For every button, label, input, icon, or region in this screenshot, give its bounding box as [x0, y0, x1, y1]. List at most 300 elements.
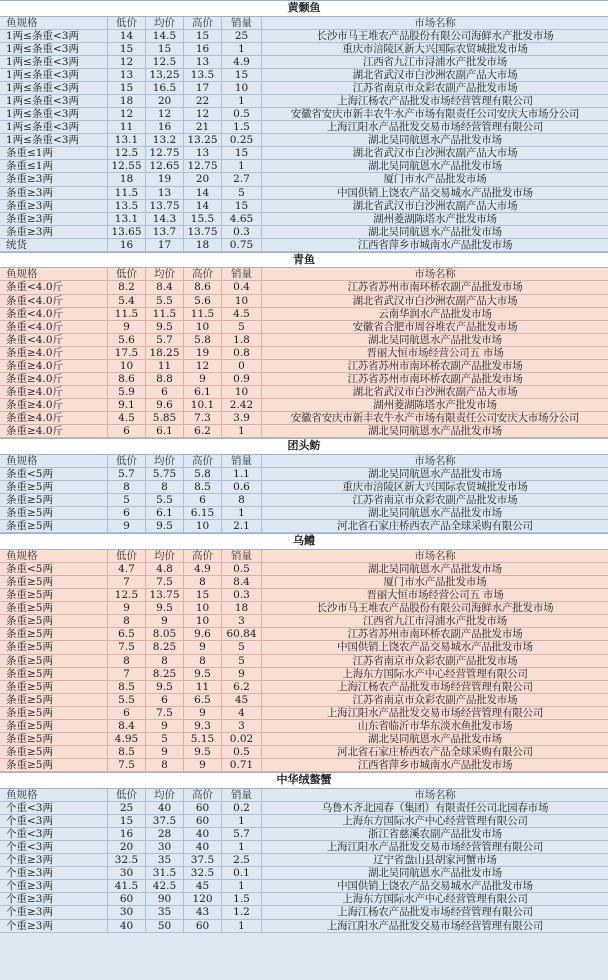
volume-cell: 1 — [222, 841, 262, 853]
market-name-cell: 江苏省苏州市南环桥农副产品批发市场 — [347, 359, 523, 372]
low-price-cell: 7 — [108, 576, 146, 588]
avg-price-cell: 6.1 — [146, 425, 184, 437]
low-price-cell: 13.5 — [108, 200, 146, 212]
high-price-header: 高价 — [184, 17, 222, 29]
low-price-cell: 8 — [108, 481, 146, 493]
high-price-cell: 10 — [184, 602, 222, 614]
spec-cell: 条重≥5两 — [0, 520, 108, 532]
table-row — [0, 213, 608, 226]
table-row — [0, 802, 608, 815]
avg-price-cell: 6.1 — [146, 507, 184, 519]
low-price-cell: 5.5 — [108, 694, 146, 706]
low-price-cell: 9 — [108, 520, 146, 532]
spec-cell: 条重≥5两 — [0, 628, 108, 640]
high-price-cell: 5.8 — [184, 468, 222, 480]
table-row — [0, 520, 608, 533]
high-price-cell: 6.2 — [184, 425, 222, 437]
volume-cell: 5 — [222, 655, 262, 667]
avg-price-cell: 5.5 — [146, 295, 184, 307]
spec-cell: 个重<3两 — [0, 828, 108, 840]
low-price-header: 低价 — [108, 17, 146, 29]
volume-cell: 15 — [222, 69, 262, 81]
volume-cell: 3.9 — [222, 412, 262, 424]
market-name-cell: 河北省石家庄桥西农产品全球采购有限公司 — [337, 746, 533, 759]
market-name-cell: 湖北吴同航恩水产品批发市场 — [368, 425, 502, 438]
avg-price-cell: 12 — [146, 108, 184, 120]
volume-cell: 60.84 — [222, 628, 262, 640]
avg-price-cell: 11.5 — [146, 308, 184, 320]
low-price-cell: 12.55 — [108, 160, 146, 172]
high-price-cell: 8.5 — [184, 481, 222, 493]
market-name-cell: 江西省九江市浔浦水产批发市场 — [362, 615, 508, 628]
market-name-cell: 上海江杨农产品批发市场经营管理有限公司 — [337, 680, 533, 693]
avg-price-cell: 13 — [146, 187, 184, 199]
high-price-cell: 5.15 — [184, 733, 222, 745]
market-name-cell: 湖北吴同航恩水产品批发市场 — [368, 225, 502, 238]
low-price-cell: 8 — [108, 655, 146, 667]
low-price-cell: 4.5 — [108, 412, 146, 424]
spec-cell: 条重≥5两 — [0, 494, 108, 506]
avg-price-cell: 9.5 — [146, 520, 184, 532]
avg-price-cell: 8.05 — [146, 628, 184, 640]
volume-cell: 2.42 — [222, 399, 262, 411]
table-row — [0, 56, 608, 69]
volume-cell: 1.2 — [222, 906, 262, 918]
volume-cell: 0.4 — [222, 281, 262, 293]
table-row — [0, 668, 608, 681]
table-row — [0, 147, 608, 160]
high-price-header: 高价 — [184, 550, 222, 562]
high-price-cell: 20 — [184, 173, 222, 185]
header-row — [0, 268, 608, 281]
volume-cell: 3 — [222, 615, 262, 627]
table-row — [0, 386, 608, 399]
table-row — [0, 494, 608, 507]
section-title: 乌鳢 — [0, 533, 608, 550]
volume-cell: 0.8 — [222, 347, 262, 359]
market-name-cell: 上海东方国际水产中心经营管理有限公司 — [342, 893, 528, 906]
spec-cell: 条重≥5两 — [0, 481, 108, 493]
spec-cell: 个重<3两 — [0, 841, 108, 853]
table-row — [0, 69, 608, 82]
high-price-cell: 60 — [184, 802, 222, 814]
market-name-cell: 湖北吴同航恩水产品批发市场 — [368, 507, 502, 520]
table-row — [0, 893, 608, 906]
table-row — [0, 481, 608, 494]
market-name-cell: 江西省萍乡市城南水产品批发市场 — [357, 759, 513, 772]
spec-cell: 1两≤条重<3两 — [0, 30, 108, 42]
section — [0, 438, 608, 533]
market-name-cell: 中国供销上饶农产品交易城水产品批发市场 — [337, 641, 533, 654]
spec-cell: 条重≥3两 — [0, 213, 108, 225]
spec-cell: 条重≥5两 — [0, 576, 108, 588]
avg-price-cell: 12.75 — [146, 147, 184, 159]
table-row — [0, 655, 608, 668]
spec-cell: 1两≤条重<3两 — [0, 56, 108, 68]
volume-cell: 15 — [222, 200, 262, 212]
avg-price-cell: 12.65 — [146, 160, 184, 172]
market-name-cell: 湖北吴同航恩水产品批发市场 — [368, 134, 502, 147]
market-name-cell: 湖北省武汉市白沙洲农副产品大市场 — [352, 386, 518, 399]
avg-price-cell: 5.5 — [146, 494, 184, 506]
table-row — [0, 30, 608, 43]
low-price-header: 低价 — [108, 550, 146, 562]
spec-cell: 条重<4.0斤 — [0, 321, 108, 333]
volume-cell: 0.1 — [222, 867, 262, 879]
market-name-cell: 辽宁省盘山县胡家河蟹市场 — [373, 854, 497, 867]
table-row — [0, 134, 608, 147]
market-name-header: 市场名称 — [414, 549, 456, 562]
table-row — [0, 360, 608, 373]
market-name-cell: 江苏省南京市众彩农副产品批发市场 — [352, 81, 518, 94]
low-price-cell: 5 — [108, 494, 146, 506]
volume-cell: 0.9 — [222, 373, 262, 385]
volume-cell: 0.3 — [222, 589, 262, 601]
volume-cell: 1 — [222, 920, 262, 932]
volume-cell: 1 — [222, 425, 262, 437]
table-row — [0, 121, 608, 134]
low-price-cell: 18 — [108, 95, 146, 107]
spec-header: 鱼规格 — [0, 550, 108, 562]
market-name-cell: 浙江省慈溪农副产品批发市场 — [368, 827, 502, 840]
avg-price-cell: 17 — [146, 239, 184, 251]
low-price-cell: 25 — [108, 802, 146, 814]
table-row — [0, 226, 608, 239]
high-price-cell: 6 — [184, 494, 222, 506]
spec-header: 鱼规格 — [0, 789, 108, 801]
low-price-cell: 7.5 — [108, 641, 146, 653]
avg-price-cell: 40 — [146, 802, 184, 814]
market-name-cell: 江西省九江市浔浦水产批发市场 — [362, 55, 508, 68]
market-name-cell: 湖北吴同航恩水产品批发市场 — [368, 333, 502, 346]
high-price-cell: 6.1 — [184, 386, 222, 398]
low-price-cell: 16 — [108, 239, 146, 251]
high-price-cell: 14 — [184, 187, 222, 199]
spec-cell: 个重≥3两 — [0, 920, 108, 932]
header-row — [0, 550, 608, 563]
spec-cell: 个重≥3两 — [0, 854, 108, 866]
low-price-cell: 8 — [108, 615, 146, 627]
spec-cell: 1两≤条重<3两 — [0, 43, 108, 55]
volume-cell: 8.4 — [222, 576, 262, 588]
table-row — [0, 108, 608, 121]
low-price-cell: 6 — [108, 425, 146, 437]
high-price-cell: 19 — [184, 347, 222, 359]
table-row — [0, 160, 608, 173]
low-price-cell: 18 — [108, 173, 146, 185]
low-price-cell: 11 — [108, 121, 146, 133]
low-price-header: 低价 — [108, 455, 146, 467]
low-price-cell: 9 — [108, 602, 146, 614]
avg-price-cell: 9.5 — [146, 602, 184, 614]
table-row — [0, 308, 608, 321]
table-row — [0, 373, 608, 386]
spec-cell: 条重≥4.0斤 — [0, 386, 108, 398]
table-row — [0, 187, 608, 200]
low-price-cell: 16 — [108, 828, 146, 840]
table-row — [0, 334, 608, 347]
table-row — [0, 733, 608, 746]
spec-cell: 1两≤条重<3两 — [0, 82, 108, 94]
table-row — [0, 43, 608, 56]
volume-cell: 0.25 — [222, 134, 262, 146]
avg-price-header: 均价 — [146, 789, 184, 801]
avg-price-cell: 15 — [146, 43, 184, 55]
low-price-cell: 7.5 — [108, 759, 146, 771]
table-row — [0, 576, 608, 589]
high-price-cell: 43 — [184, 906, 222, 918]
market-name-header: 市场名称 — [414, 788, 456, 801]
spec-cell: 个重≥3两 — [0, 893, 108, 905]
table-row — [0, 641, 608, 654]
low-price-cell: 11.5 — [108, 308, 146, 320]
volume-cell: 1 — [222, 880, 262, 892]
high-price-cell: 5.8 — [184, 334, 222, 346]
spec-cell: 条重≥5两 — [0, 746, 108, 758]
table-row — [0, 707, 608, 720]
avg-price-cell: 14.3 — [146, 213, 184, 225]
avg-price-cell: 16 — [146, 121, 184, 133]
market-name-cell: 湖北吴同航恩水产品批发市场 — [368, 562, 502, 575]
low-price-cell: 13.1 — [108, 213, 146, 225]
high-price-cell: 21 — [184, 121, 222, 133]
volume-cell: 10 — [222, 295, 262, 307]
market-name-cell: 湖北吴同航恩水产品批发市场 — [368, 867, 502, 880]
volume-cell: 8 — [222, 494, 262, 506]
high-price-cell: 4.9 — [184, 563, 222, 575]
table-row — [0, 746, 608, 759]
volume-cell: 0.2 — [222, 802, 262, 814]
avg-price-cell: 6 — [146, 694, 184, 706]
high-price-cell: 15 — [184, 589, 222, 601]
spec-cell: 条重≥3两 — [0, 173, 108, 185]
spec-header: 鱼规格 — [0, 268, 108, 280]
avg-price-cell: 12.5 — [146, 56, 184, 68]
low-price-cell: 60 — [108, 893, 146, 905]
low-price-cell: 12 — [108, 108, 146, 120]
avg-price-cell: 9.5 — [146, 681, 184, 693]
volume-cell: 4.9 — [222, 56, 262, 68]
volume-cell: 0.71 — [222, 759, 262, 771]
spec-cell: 条重≥4.0斤 — [0, 399, 108, 411]
market-name-cell: 江苏省苏州市南环桥农副产品批发市场 — [347, 628, 523, 641]
avg-price-cell: 8 — [146, 655, 184, 667]
market-name-cell: 江苏省苏州市南环桥农副产品批发市场 — [347, 281, 523, 294]
high-price-cell: 120 — [184, 893, 222, 905]
volume-cell: 0.3 — [222, 226, 262, 238]
spec-cell: 个重≥3两 — [0, 906, 108, 918]
low-price-cell: 13.1 — [108, 134, 146, 146]
market-name-cell: 湖北省武汉市白沙洲农副产品大市场 — [352, 68, 518, 81]
volume-cell: 15 — [222, 147, 262, 159]
section — [0, 0, 608, 252]
table-row — [0, 239, 608, 252]
table-row — [0, 321, 608, 334]
low-price-cell: 12.5 — [108, 589, 146, 601]
volume-cell: 1.5 — [222, 893, 262, 905]
spec-cell: 个重≥3两 — [0, 880, 108, 892]
table-row — [0, 720, 608, 733]
avg-price-cell: 8 — [146, 759, 184, 771]
header-row — [0, 789, 608, 802]
volume-cell: 2.7 — [222, 173, 262, 185]
high-price-cell: 13.25 — [184, 134, 222, 146]
avg-price-cell: 14.5 — [146, 30, 184, 42]
spec-cell: 条重≥5两 — [0, 668, 108, 680]
avg-price-cell: 5.75 — [146, 468, 184, 480]
spec-cell: 条重≥3两 — [0, 187, 108, 199]
avg-price-cell: 9 — [146, 746, 184, 758]
avg-price-cell: 6 — [146, 386, 184, 398]
high-price-cell: 40 — [184, 828, 222, 840]
high-price-cell: 37.5 — [184, 854, 222, 866]
market-name-cell: 上海江阳水产品批发交易市场经营管理有限公司 — [326, 841, 544, 854]
volume-header: 销量 — [222, 789, 262, 801]
table-row — [0, 906, 608, 919]
market-name-cell: 上海东方国际水产中心经营管理有限公司 — [342, 667, 528, 680]
avg-price-cell: 13.2 — [146, 134, 184, 146]
table-row — [0, 347, 608, 360]
spec-cell: 条重<5两 — [0, 468, 108, 480]
table-row — [0, 412, 608, 425]
low-price-cell: 20 — [108, 841, 146, 853]
volume-cell: 2.5 — [222, 854, 262, 866]
volume-cell: 1 — [222, 507, 262, 519]
table-row — [0, 95, 608, 108]
market-name-cell: 河北省石家庄桥西农产品全球采购有限公司 — [337, 520, 533, 533]
table-row — [0, 867, 608, 880]
high-price-cell: 9.6 — [184, 628, 222, 640]
volume-cell: 4 — [222, 707, 262, 719]
high-price-cell: 16 — [184, 43, 222, 55]
volume-header: 销量 — [222, 455, 262, 467]
high-price-cell: 60 — [184, 815, 222, 827]
high-price-cell: 5.6 — [184, 295, 222, 307]
volume-header: 销量 — [222, 550, 262, 562]
market-name-cell: 湖州菱湖陈塔水产批发市场 — [373, 212, 497, 225]
market-name-cell: 湖北吴同航恩水产品批发市场 — [368, 732, 502, 745]
low-price-cell: 11.5 — [108, 187, 146, 199]
market-name-cell: 湖北吴同航恩水产品批发市场 — [368, 468, 502, 480]
high-price-cell: 60 — [184, 920, 222, 932]
spec-cell: 条重≥3两 — [0, 200, 108, 212]
high-price-cell: 11.5 — [184, 308, 222, 320]
low-price-cell: 8.5 — [108, 681, 146, 693]
market-name-cell: 云南华润水产品批发市场 — [378, 307, 492, 320]
market-name-cell: 长沙市马王堆农产品股份有限公司海鲜水产批发市场 — [316, 29, 554, 42]
market-name-cell: 厦门市水产品批发市场 — [383, 173, 487, 186]
spec-cell: 条重<4.0斤 — [0, 308, 108, 320]
low-price-cell: 5.4 — [108, 295, 146, 307]
market-name-cell: 山东省临沂市华东淡水鱼批发市场 — [357, 719, 513, 732]
market-name-cell: 湖北吴同航恩水产品批发市场 — [368, 160, 502, 173]
market-name-cell: 上海江阳水产品批发交易市场经营管理有限公司 — [326, 121, 544, 134]
high-price-cell: 9 — [184, 759, 222, 771]
avg-price-cell: 13.75 — [146, 589, 184, 601]
volume-cell: 5 — [222, 187, 262, 199]
avg-price-cell: 13.25 — [146, 69, 184, 81]
low-price-cell: 15 — [108, 43, 146, 55]
market-name-cell: 上海江杨农产品批发市场经营管理有限公司 — [337, 94, 533, 107]
spec-cell: 条重≥5两 — [0, 602, 108, 614]
low-price-cell: 6.5 — [108, 628, 146, 640]
market-name-cell: 重庆市涪陵区新大兴国际农贸城批发市场 — [342, 42, 528, 55]
spec-cell: 条重≥5两 — [0, 733, 108, 745]
high-price-cell: 9 — [184, 373, 222, 385]
spec-cell: 条重≥4.0斤 — [0, 347, 108, 359]
table-row — [0, 200, 608, 213]
section-title: 黄颡鱼 — [0, 0, 608, 17]
high-price-header: 高价 — [184, 789, 222, 801]
market-name-cell: 江苏省南京市众彩农副产品批发市场 — [352, 693, 518, 706]
market-name-header: 市场名称 — [414, 268, 456, 281]
market-name-cell: 湖州菱湖陈塔水产批发市场 — [373, 399, 497, 412]
high-price-header: 高价 — [184, 268, 222, 280]
high-price-cell: 15.5 — [184, 213, 222, 225]
section-title: 中华绒螯蟹 — [0, 772, 608, 789]
spec-cell: 条重≥4.0斤 — [0, 425, 108, 437]
market-name-cell: 重庆市涪陵区新大兴国际农贸城批发市场 — [342, 481, 528, 494]
high-price-cell: 9 — [184, 707, 222, 719]
spec-cell: 条重<4.0斤 — [0, 334, 108, 346]
volume-cell: 0.5 — [222, 108, 262, 120]
spec-cell: 条重≥4.0斤 — [0, 412, 108, 424]
market-name-header: 市场名称 — [414, 16, 456, 29]
market-name-cell: 上海东方国际水产中心经营管理有限公司 — [342, 814, 528, 827]
volume-header: 销量 — [222, 17, 262, 29]
table-row — [0, 841, 608, 854]
low-price-cell: 15 — [108, 815, 146, 827]
high-price-cell: 8 — [184, 655, 222, 667]
high-price-cell: 13.75 — [184, 226, 222, 238]
table-row — [0, 681, 608, 694]
table-row — [0, 880, 608, 893]
spec-cell: 条重≥5两 — [0, 507, 108, 519]
avg-price-cell: 35 — [146, 854, 184, 866]
table-row — [0, 828, 608, 841]
high-price-cell: 6.5 — [184, 694, 222, 706]
low-price-cell: 13 — [108, 69, 146, 81]
spec-cell: 条重≥4.0斤 — [0, 360, 108, 372]
high-price-cell: 17 — [184, 82, 222, 94]
avg-price-header: 均价 — [146, 268, 184, 280]
market-name-cell: 安徽省合肥市周谷堆农产品批发市场 — [352, 320, 518, 333]
low-price-cell: 9 — [108, 321, 146, 333]
section — [0, 533, 608, 772]
table-row — [0, 399, 608, 412]
avg-price-header: 均价 — [146, 17, 184, 29]
table-row — [0, 468, 608, 481]
volume-cell: 2.1 — [222, 520, 262, 532]
market-name-cell: 厦门市水产品批发市场 — [383, 576, 487, 589]
high-price-cell: 12 — [184, 108, 222, 120]
high-price-cell: 9.3 — [184, 720, 222, 732]
table-row — [0, 602, 608, 615]
market-name-cell: 中国供销上饶农产品交易城水产品批发市场 — [337, 186, 533, 199]
market-name-cell: 上海江阳水产品批发交易市场经营管理有限公司 — [326, 919, 544, 932]
low-price-cell: 14 — [108, 30, 146, 42]
low-price-cell: 13.65 — [108, 226, 146, 238]
low-price-cell: 32.5 — [108, 854, 146, 866]
spec-cell: 条重≥5两 — [0, 694, 108, 706]
table-row — [0, 82, 608, 95]
table-row — [0, 920, 608, 933]
market-name-cell: 晋丽大恒市场经营公司五 市场 — [366, 346, 504, 359]
section-title: 青鱼 — [0, 252, 608, 269]
low-price-cell: 4.7 — [108, 563, 146, 575]
volume-cell: 45 — [222, 694, 262, 706]
low-price-cell: 12.5 — [108, 147, 146, 159]
